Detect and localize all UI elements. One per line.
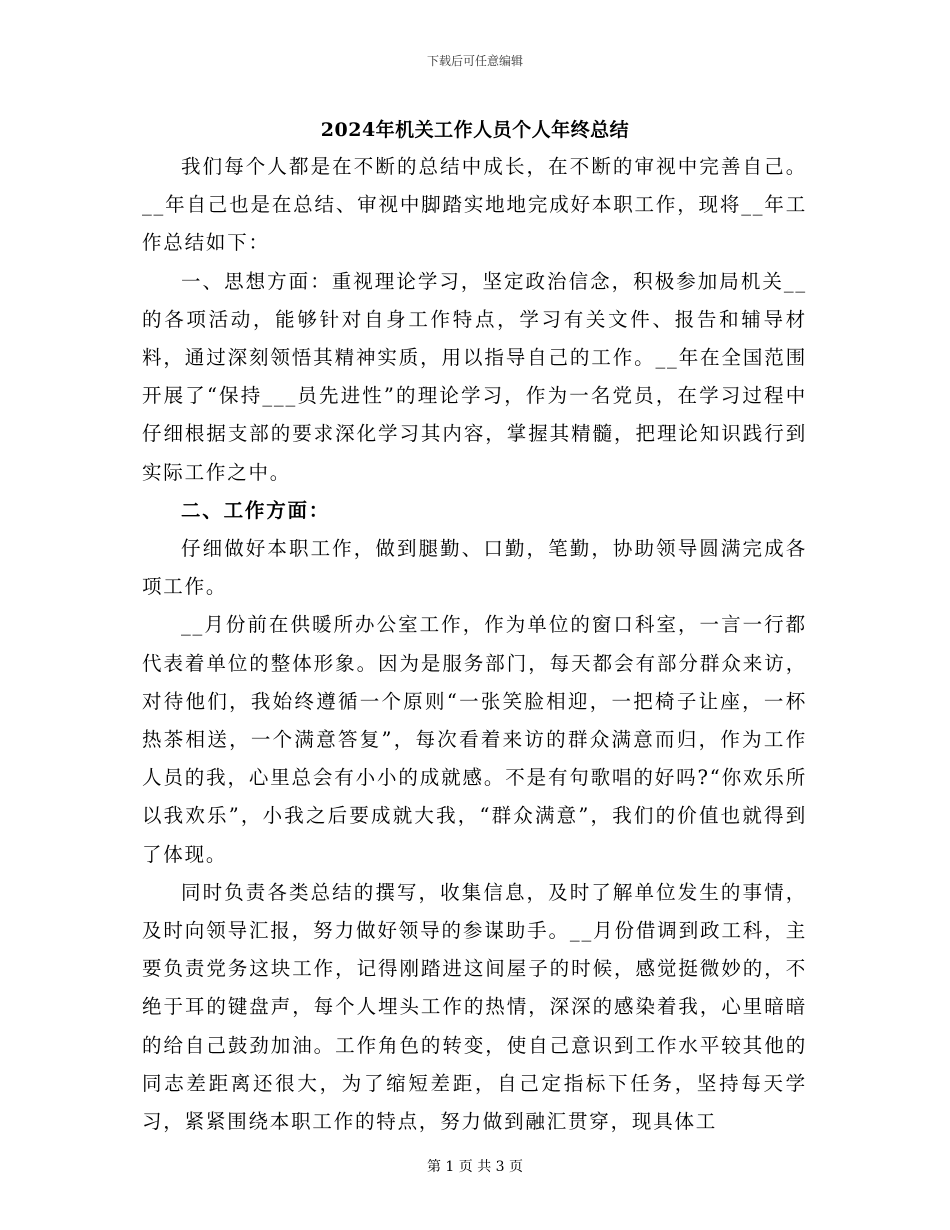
paragraph-intro: 我们每个人都是在不断的总结中成长，在不断的审视中完善自己。__年自己也是在总结、审视中脚踏实地地完成好本职工作，现将__年工作总结如下： [142, 155, 807, 255]
page-header-note: 下载后可任意编辑 [426, 54, 523, 68]
page-number: 第 1 页 共 3 页 [426, 1159, 524, 1175]
document-title: 2024年机关工作人员个人年终总结 [320, 119, 630, 141]
document-body [142, 148, 807, 1141]
paragraph-political-dept: 同时负责各类总结的撰写，收集信息，及时了解单位发生的事情，及时向领导汇报，努力做好领导的参谋助手。__月份借调到政工科，主要负责党务这块工作，记得刚踏进这间屋子的时候，感觉挺微妙的，不绝于耳的键盘声，每个人埋头工作的热情，深深的感染着我，心里暗暗的给自己鼓劲加油。工作角色的转变，使自己意识到工作水平较其他的同志差距离还很大，为了缩短差距，自己定指标下任务，坚持每天学习，紧紧围绕本职工作的特点，努力做到融汇贯穿，现具体工 [142, 880, 807, 1134]
paragraph-ideology: 一、思想方面：重视理论学习，坚定政治信念，积极参加局机关__的各项活动，能够针对自身工作特点，学习有关文件、报告和辅导材料，通过深刻领悟其精神实质，用以指导自己的工作。__年在全国范围开展了“保持___员先进性”的理论学习，作为一名党员，在学习过程中仔细根据支部的要求深化学习其内容，掌握其精髓，把理论知识践行到实际工作之中。 [142, 269, 807, 484]
paragraph-duties: 仔细做好本职工作，做到腿勤、口勤，笔勤，协助领导圆满完成各项工作。 [142, 537, 807, 599]
section-heading-work: 二、工作方面： [181, 498, 331, 522]
paragraph-heating-office: __月份前在供暖所办公室工作，作为单位的窗口科室，一言一行都代表着单位的整体形象。因为是服务部门，每天都会有部分群众来访，对待他们，我始终遵循一个原则“一张笑脸相迎，一把椅子让座，一杯热茶相送，一个满意答复”，每次看着来访的群众满意而归，作为工作人员的我，心里总会有小小的成就感。不是有句歌唱的好吗?“你欢乐所以我欢乐”，小我之后要成就大我，“群众满意”，我们的价值也就得到了体现。 [142, 613, 807, 866]
